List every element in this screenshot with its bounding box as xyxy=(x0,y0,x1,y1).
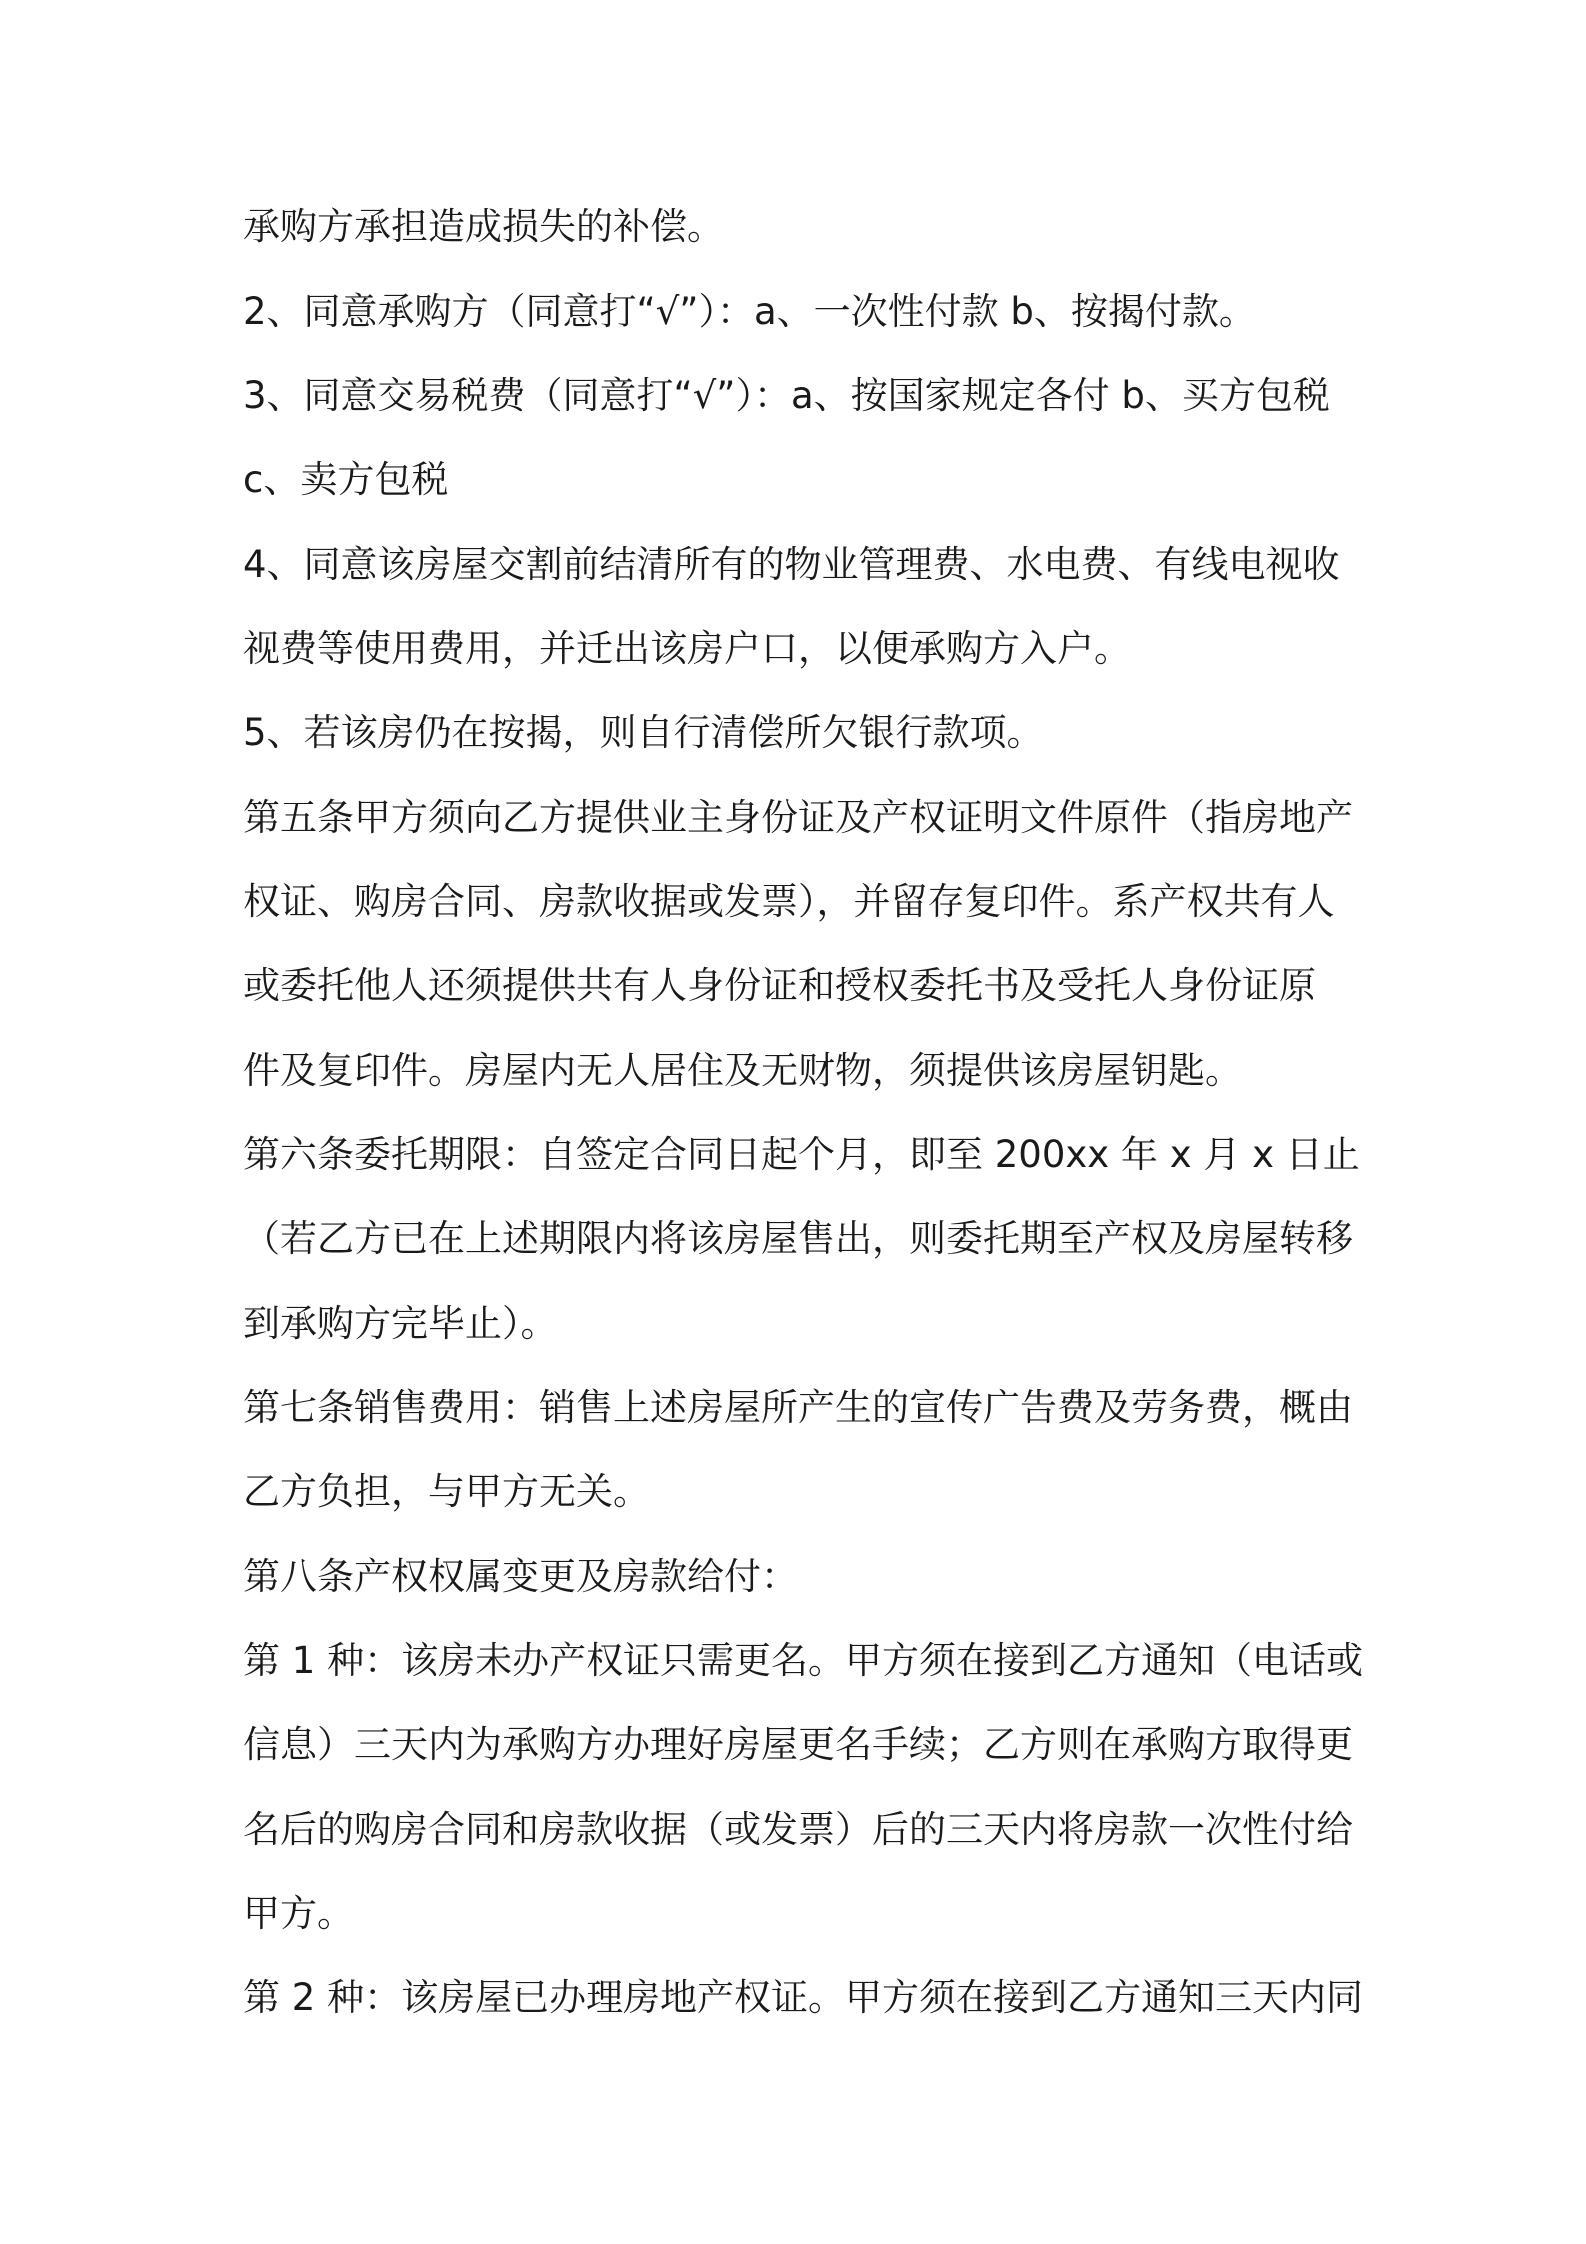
text-line: 名后的购房合同和房款收据（或发票）后的三天内将房款一次性付给 xyxy=(243,1808,1353,1851)
text-line: 第八条产权权属变更及房款给付： xyxy=(243,1555,798,1598)
text-line: 第六条委托期限：自签定合同日起个月，即至 200xx 年 x 月 x 日止 xyxy=(243,1133,1360,1176)
text-line: 到承购方完毕止）。 xyxy=(243,1302,558,1345)
text-line: 或委托他人还须提供共有人身份证和授权委托书及受托人身份证原 xyxy=(243,964,1316,1007)
text-line: 权证、购房合同、房款收据或发票），并留存复印件。系产权共有人 xyxy=(243,880,1335,923)
text-line: c、卖方包税 xyxy=(243,458,449,501)
text-line: 5、若该房仍在按揭，则自行清偿所欠银行款项。 xyxy=(243,711,1044,754)
text-line: 第 2 种：该房屋已办理房地产权证。甲方须在接到乙方通知三天内同 xyxy=(243,1976,1364,2019)
text-line: 2、同意承购方（同意打“√”）：a、一次性付款 b、按揭付款。 xyxy=(243,290,1256,333)
text-line: 3、同意交易税费（同意打“√”）：a、按国家规定各付 b、买方包税 xyxy=(243,374,1330,417)
text-line: 乙方负担，与甲方无关。 xyxy=(243,1470,650,1513)
text-line: （若乙方已在上述期限内将该房屋售出，则委托期至产权及房屋转移 xyxy=(243,1217,1353,1260)
text-line: 第五条甲方须向乙方提供业主身份证及产权证明文件原件（指房地产 xyxy=(243,796,1353,839)
text-line: 信息）三天内为承购方办理好房屋更名手续；乙方则在承购方取得更 xyxy=(243,1723,1353,1766)
text-line: 件及复印件。房屋内无人居住及无财物，须提供该房屋钥匙。 xyxy=(243,1049,1242,1092)
text-line: 第 1 种：该房未办产权证只需更名。甲方须在接到乙方通知（电话或 xyxy=(243,1639,1364,1682)
text-line: 甲方。 xyxy=(243,1892,354,1935)
text-line: 视费等使用费用，并迁出该房户口，以便承购方入户。 xyxy=(243,627,1131,670)
text-line: 4、同意该房屋交割前结清所有的物业管理费、水电费、有线电视收 xyxy=(243,543,1340,586)
text-line: 第七条销售费用：销售上述房屋所产生的宣传广告费及劳务费，概由 xyxy=(243,1386,1353,1429)
text-line: 承购方承担造成损失的补偿。 xyxy=(243,205,724,248)
